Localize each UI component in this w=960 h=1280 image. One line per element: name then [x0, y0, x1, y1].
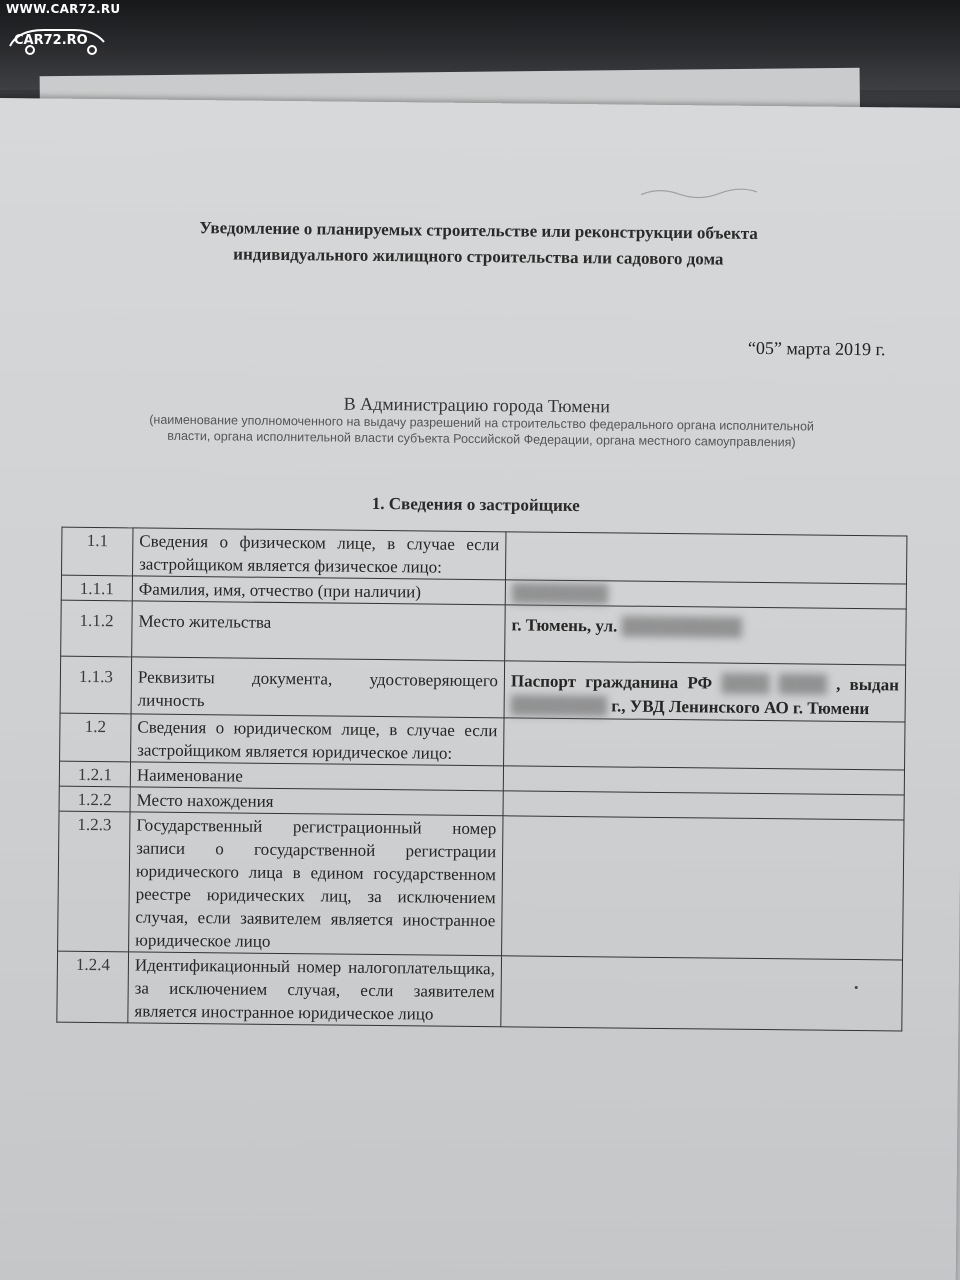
table-row: [61, 600, 907, 665]
title-line-2: индивидуального жилищного строительства или садового дома: [233, 244, 724, 269]
watermark-logo-text: CAR72.RO: [14, 33, 88, 48]
row-label: Сведения о юридическом лице, в случае если застройщиком является юридическое лицо:: [131, 714, 504, 766]
table-row: [62, 527, 907, 584]
row-number: 1.1: [62, 527, 133, 576]
row-value: [502, 816, 904, 960]
row-value: [501, 956, 903, 1031]
row-value: [505, 605, 907, 665]
handwriting-mark: [639, 185, 759, 200]
ink-dot: [855, 986, 858, 989]
document-title: [78, 214, 879, 274]
row-label: Место жительства: [132, 601, 506, 661]
developer-info-table: [56, 527, 907, 1032]
redacted-issue-date: ████████: [510, 695, 608, 716]
row-number: 1.2.1: [59, 761, 130, 787]
row-label: Фамилия, имя, отчество (при наличии): [132, 576, 505, 605]
row-label: Реквизиты документа, удостоверяющего личность: [131, 657, 505, 718]
redacted-address: ██████████: [621, 616, 743, 637]
redacted-name: ████████: [511, 583, 609, 604]
title-line-1: Уведомление о планируемых строительстве или реконструкции объекта: [199, 218, 758, 243]
row-number: 1.2.3: [58, 811, 130, 952]
passport-label: Паспорт гражданина РФ: [510, 671, 713, 693]
row-number: 1.1.2: [61, 600, 133, 657]
watermark-url: WWW.CAR72.RU: [6, 2, 121, 16]
row-number: 1.1.1: [61, 575, 132, 601]
row-label: Сведения о физическом лице, в случае если застройщиком является физическое лицо:: [133, 528, 506, 580]
row-label: Место нахождения: [130, 787, 503, 816]
document-date: “05” марта 2019 г.: [747, 337, 886, 360]
row-label: Идентификационный номер налогоплательщика, за исключением случая, если заявителем является иностранное юридическое лицо: [128, 952, 502, 1027]
redacted-passport-number: ████: [721, 673, 770, 694]
table-row: [57, 951, 903, 1031]
passport-issued: , выдан: [836, 674, 900, 695]
row-number: 1.2.2: [59, 786, 130, 812]
row-label: Государственный регистрационный номер записи о государственной регистрации юридического лица в едином государственном реестре юридических лиц, за исключением случая, если заявителем является иностранное юридическое лицо: [129, 812, 503, 956]
row-value: [504, 661, 906, 722]
section-heading: 1. Сведения о застройщике: [371, 493, 580, 516]
row-value: [505, 532, 906, 584]
table-row: [58, 811, 904, 960]
row-label: Наименование: [130, 762, 503, 791]
row-number: 1.2: [60, 713, 131, 762]
recipient-line: В Администрацию города Тюмени: [343, 393, 611, 417]
table-row: [60, 656, 906, 722]
document-page: [0, 98, 960, 1280]
redacted-passport-series: ████: [778, 674, 828, 694]
row-number: 1.2.4: [57, 951, 129, 1023]
address-text: г. Тюмень, ул.: [511, 615, 618, 636]
row-value: [504, 718, 905, 770]
recipient-note-line-1: (наименование уполномоченного на выдачу разрешений на строительство федерального органа исполнительной: [149, 412, 815, 434]
row-number: 1.1.3: [60, 656, 132, 714]
passport-authority: г., УВД Ленинского АО г. Тюмени: [611, 696, 870, 719]
table-row: [60, 713, 905, 770]
recipient-note-line-2: власти, органа исполнительной власти субъекта Российской Федерации, органа местного самоуправления): [167, 428, 796, 450]
